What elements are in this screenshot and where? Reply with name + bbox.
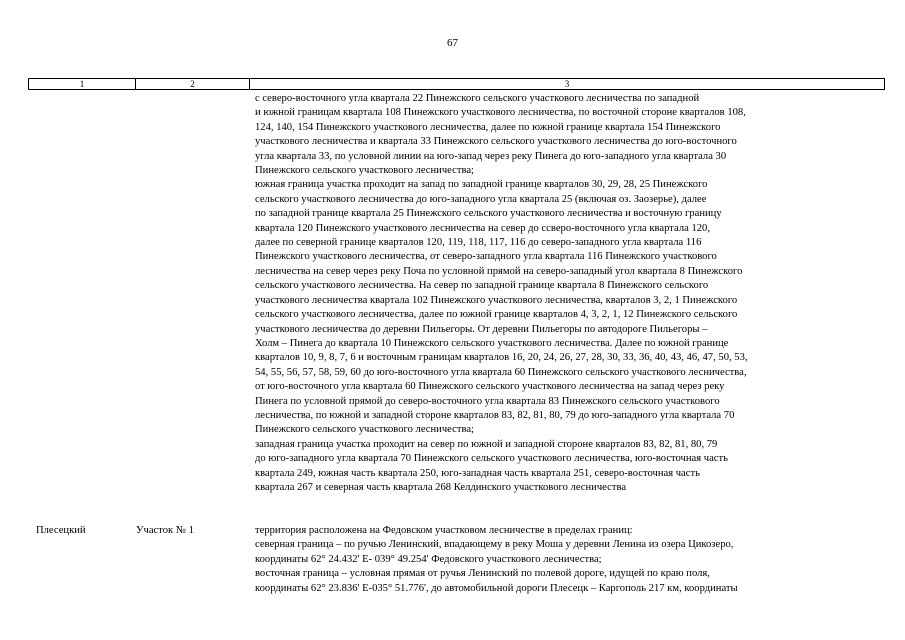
text-line: Пинежского сельского участкового лесничества;	[255, 424, 474, 436]
text-line: западная граница участка проходит на север по южной и западной стороне кварталов 83, 82, 81, 80, 79	[255, 438, 718, 450]
column-header-row	[28, 78, 885, 90]
text-line: с северо-восточного угла квартала 22 Пинежского сельского участкового лесничества по западной	[255, 93, 700, 104]
text-line: сельского участкового лесничества до юго-западного угла квартала 25 (включая оз. Заозерье), далее	[255, 193, 707, 205]
text-line: лесничества на север через реку Поча по условной прямой на северо-западный угол квартала 8 Пинежского	[255, 265, 743, 277]
text-line: южная граница участка проходит на запад по западной границе кварталов 30, 29, 28, 25 Пинежского	[255, 179, 708, 191]
district-name: Плесецкий	[36, 525, 86, 536]
text-line: северная граница – по ручью Ленинский, впадающему в реку Моша у деревни Ленина из озера Цикозеро,	[255, 539, 734, 551]
text-line: квартала 249, южная часть квартала 250, юго-западная часть квартала 251, северо-восточная часть	[255, 467, 700, 479]
text-line: кварталов 10, 9, 8, 7, 6 и восточным границам кварталов 16, 20, 24, 26, 27, 28, 30, 33, 36, 40, 43, 46, 47, 50, 53,	[255, 352, 748, 364]
page-number: 67	[447, 37, 458, 49]
text-line: Пинежского участкового лесничества, от северо-западного угла квартала 116 Пинежского участкового	[255, 251, 717, 263]
text-line: 124, 140, 154 Пинежского участкового лесничества, далее по южной границе квартала 154 Пинежского	[255, 121, 721, 133]
text-line: Холм – Пинега до квартала 10 Пинежского сельского участкового лесничества. Далее по южной границе	[255, 337, 729, 349]
text-line: сельского участкового лесничества. На север по западной границе квартала 8 Пинежского сельского	[255, 280, 709, 292]
column-header-1: 1	[29, 79, 136, 90]
text-line: территория расположена на Федовском участковом лесничестве в пределах границ:	[255, 525, 633, 536]
text-line: квартала 120 Пинежского участкового лесничества на север до ссверо-восточного угла квартала 120,	[255, 222, 711, 234]
text-line: квартала 267 и северная часть квартала 268 Келдинского участкового лесничества	[255, 481, 627, 493]
text-line: угла квартала 33, по условной линии на юго-запад через реку Пинега до юго-западного угла квартала 30	[255, 150, 727, 162]
plot-label: Участок № 1	[136, 525, 194, 536]
boundary-description-pinega	[255, 92, 865, 495]
text-line: восточная граница – условная прямая от ручья Ленинский по полевой дороге, идущей по краю поля,	[255, 568, 710, 580]
text-line: сельского участкового лесничества, далее по южной границе кварталов 4, 3, 2, 1, 12 Пинежского сельского	[255, 309, 738, 321]
text-line: координаты 62° 24.432' E- 039° 49.254' Федовского участкового лесничества;	[255, 553, 602, 565]
text-line: участкового лесничества до деревни Пильегоры. От деревни Пильегоры по автодороге Пильегоры –	[255, 323, 708, 335]
text-line: до юго-западного угла квартала 70 Пинежского сельского участкового лесничества, юго-восточная часть	[255, 453, 728, 465]
text-line: участкового лесничества квартала 102 Пинежского участкового лесничества, кварталов 3, 2, 1 Пинежского	[255, 294, 738, 306]
text-line: Пинега по условной прямой до северо-восточного угла квартала 83 Пинежского сельского участкового	[255, 395, 720, 407]
text-line: координаты 62° 23.836' E-035° 51.776', до автомобильной дороги Плесецк – Каргополь 217 км, координаты	[255, 582, 738, 594]
text-line: 54, 55, 56, 57, 58, 59, 60 до юго-восточного угла квартала 60 Пинежского сельского участкового лесничества,	[255, 366, 747, 378]
text-line: от юго-восточного угла квартала 60 Пинежского сельского участкового лесничества на запад через реку	[255, 381, 725, 393]
text-line: и южной границам квартала 108 Пинежского участкового лесничества, по восточной стороне кварталов 108,	[255, 107, 746, 119]
text-line: по западной границе квартала 25 Пинежского сельского участкового лесничества и восточную границу	[255, 208, 722, 220]
text-line: участкового лесничества и квартала 33 Пинежского сельского участкового лесничества до юго-восточного	[255, 136, 737, 148]
text-line: далее по северной границе кварталов 120, 119, 118, 117, 116 до северо-западного угла квартала 116	[255, 237, 702, 249]
text-line: Пинежского сельского участкового лесничества;	[255, 165, 474, 177]
boundary-description-plesetsk	[255, 524, 865, 596]
column-header-3: 3	[250, 79, 885, 90]
column-header-2: 2	[136, 79, 250, 90]
text-line: лесничества, по южной и западной стороне кварталов 83, 82, 81, 80, 79 до юго-западного угла квартала 70	[255, 409, 735, 421]
